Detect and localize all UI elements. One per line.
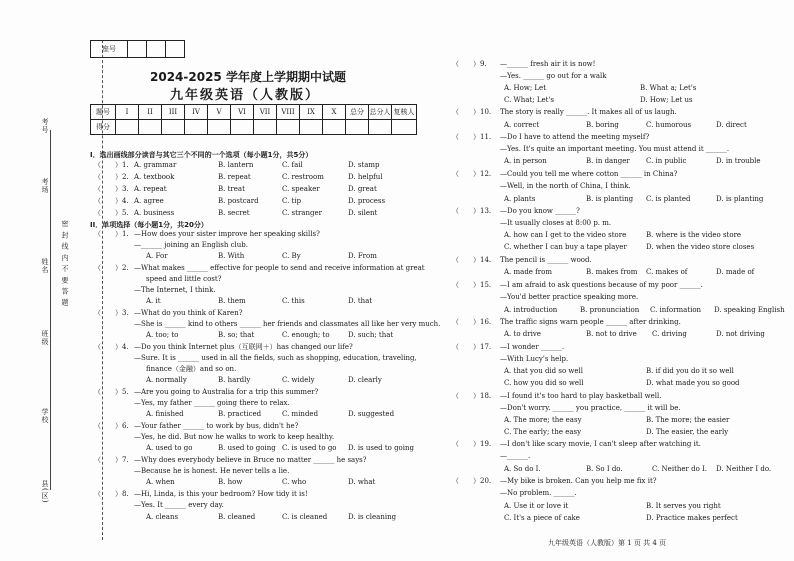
- q8-d: D. is cleaning: [348, 513, 397, 521]
- score-cell[interactable]: [231, 120, 254, 135]
- room-label: 考场: [41, 178, 49, 194]
- q13-d: D. when the video store closes: [646, 243, 755, 251]
- q1-stem: —How does your sister improve her speaking skills?: [134, 230, 320, 238]
- q1-num: （ ）1.: [94, 230, 129, 238]
- q20-c: C. It's a piece of cake: [504, 514, 580, 522]
- q4-stem3: finance（金融）and so on.: [146, 365, 237, 373]
- q7-c: C. who: [282, 478, 307, 486]
- s1-q2-d: D. helpful: [348, 173, 383, 181]
- q20-stem2: —No problem. ______.: [500, 489, 577, 497]
- q13-b: B. where is the video store: [646, 231, 742, 239]
- section1-heading: I．选出画线部分读音与其它三个不同的一个选项（每小题1分，共5分）: [90, 151, 313, 159]
- q4-b: B. hardly: [218, 376, 251, 384]
- q3-b: B. so; that: [218, 331, 255, 339]
- q13-stem2: —It usually closes at 8:00 p. m.: [500, 219, 612, 227]
- q3-d: D. such; that: [348, 331, 394, 339]
- q13-c: C. whether I can buy a tape player: [504, 243, 627, 251]
- s1-q5-num: （ ）5.: [94, 209, 129, 217]
- q15-num: （ ）15.: [452, 281, 492, 289]
- q12-b: B. is planting: [586, 195, 634, 203]
- seat-cell[interactable]: [166, 41, 185, 58]
- score-cell[interactable]: [277, 120, 300, 135]
- q11-c: C. in public: [646, 157, 687, 165]
- q18-stem: —I found it's too hard to play basketball well.: [500, 392, 662, 400]
- q11-d: D. in trouble: [716, 157, 761, 165]
- s1-q1-d: D. stamp: [348, 161, 380, 169]
- q1-c: C. By: [282, 252, 301, 260]
- q14-d: D. made of: [716, 268, 755, 276]
- q19-c: C. Neither do I.: [652, 465, 708, 473]
- s1-q5-a: A. business: [134, 209, 175, 217]
- s1-q1-b: B. lantern: [218, 161, 254, 169]
- q5-b: B. practiced: [218, 410, 262, 418]
- s1-q3-a: A. repeat: [134, 185, 167, 193]
- q6-stem2: —Yes, he did. But now he walks to work to keep healthy.: [134, 433, 335, 441]
- score-table: [90, 104, 417, 135]
- s1-q1-num: （ ）1.: [94, 161, 129, 169]
- q1-d: D. From: [348, 252, 377, 260]
- q15-stem2: —You'd better practice speaking more.: [500, 293, 639, 301]
- q20-stem: —My bike is broken. Can you help me fix it?: [500, 477, 657, 485]
- q18-c: C. The early; the easy: [504, 428, 582, 436]
- q9-num: （ ）9.: [452, 60, 487, 68]
- q2-c: C. this: [282, 297, 305, 305]
- s1-q5-c: C. stranger: [282, 209, 322, 217]
- score-header: 总分人: [369, 105, 392, 120]
- score-header: 总分: [346, 105, 369, 120]
- score-header-row: [91, 105, 417, 120]
- s1-q4-b: B. postcard: [218, 197, 259, 205]
- q8-num: （ ）8.: [94, 490, 129, 498]
- seat-number-box: [90, 40, 185, 58]
- q15-d: D. speaking English: [714, 306, 785, 314]
- q5-stem2: —Yes, my father ______ going there to relax.: [134, 399, 290, 407]
- fill-line: [50, 130, 52, 490]
- q19-num: （ ）19.: [452, 440, 492, 448]
- q16-c: C. driving: [652, 330, 687, 338]
- q4-stem: —Do you think Internet plus（互联网＋）has changed our life?: [134, 343, 353, 351]
- q13-stem: —Do you know ______?: [500, 207, 580, 215]
- q3-num: （ ）3.: [94, 309, 129, 317]
- seat-label: 座号: [91, 41, 128, 58]
- class-label: 班级: [41, 330, 49, 346]
- seat-cell[interactable]: [128, 41, 147, 58]
- q4-num: （ ）4.: [94, 343, 129, 351]
- s1-q3-num: （ ）3.: [94, 185, 129, 193]
- q20-d: D. Practice makes perfect: [646, 514, 738, 522]
- section2-heading: II．单项选择（每小题1分，共20分）: [90, 221, 208, 229]
- q1-b: B. With: [218, 252, 245, 260]
- exam-no-label: 考号: [41, 118, 49, 134]
- s1-q2-b: B. repeat: [218, 173, 251, 181]
- q11-a: A. in person: [504, 157, 547, 165]
- q3-a: A. too; to: [146, 331, 179, 339]
- q15-c: C. information: [650, 306, 702, 314]
- q17-num: （ ）17.: [452, 343, 492, 351]
- q1-stem2: —______ joining an English club.: [134, 241, 248, 249]
- q7-b: B. how: [218, 478, 243, 486]
- district-label: 县(区): [41, 480, 49, 504]
- q15-a: A. introduction: [504, 306, 558, 314]
- q17-a: A. that you did so well: [504, 367, 584, 375]
- q3-stem2: —She is ______ kind to others ______ her friends and classmates all like her very much.: [134, 320, 441, 328]
- q12-stem2: —Well, in the north of China, I think.: [500, 182, 631, 190]
- q7-stem2: —Because he is honest. He never tells a lie.: [134, 467, 290, 475]
- q3-stem: —What do you think of Karen?: [134, 309, 243, 317]
- q18-a: A. The more; the easy: [504, 416, 582, 424]
- score-cell[interactable]: [162, 120, 185, 135]
- q13-a: A. how can I get to the video store: [504, 231, 627, 239]
- q18-num: （ ）18.: [452, 392, 492, 400]
- q14-c: C. makes of: [646, 268, 688, 276]
- score-cell[interactable]: [392, 120, 417, 135]
- q19-stem2: —______.: [500, 452, 531, 460]
- q12-c: C. is planted: [646, 195, 691, 203]
- q17-d: D. what made you so good: [646, 379, 740, 387]
- q17-stem2: —With Lucy's help.: [500, 355, 569, 363]
- score-header: 复核人: [392, 105, 417, 120]
- q20-num: （ ）20.: [452, 477, 492, 485]
- score-header: V: [208, 105, 231, 120]
- score-header: I: [116, 105, 139, 120]
- score-cell[interactable]: [323, 120, 346, 135]
- score-cell[interactable]: [139, 120, 162, 135]
- q5-d: D. suggested: [348, 410, 395, 418]
- score-header: VI: [231, 105, 254, 120]
- exam-subtitle: 九年级英语（人教版）: [170, 88, 321, 103]
- s1-q1-a: A. grammar: [134, 161, 177, 169]
- q7-d: D. what: [348, 478, 376, 486]
- q16-a: A. to drive: [504, 330, 541, 338]
- seat-cell[interactable]: [147, 41, 166, 58]
- s1-q5-b: B. secret: [218, 209, 250, 217]
- s1-q4-a: A. agree: [134, 197, 164, 205]
- q4-c: C. widely: [282, 376, 315, 384]
- q5-a: A. finished: [146, 410, 184, 418]
- q2-num: （ ）2.: [94, 264, 129, 272]
- exam-title: 2024-2025 学年度上学期期中试题: [150, 70, 346, 84]
- q10-stem: The story is really ______. It makes all of us laugh.: [500, 108, 677, 116]
- q4-stem2: —Sure. It is ______ used in all the fields, such as shopping, education, traveling,: [134, 354, 417, 362]
- q15-b: B. pronunciation: [580, 306, 640, 314]
- q5-c: C. minded: [282, 410, 319, 418]
- q17-stem: —I wonder ______.: [500, 343, 565, 351]
- q18-d: D. The easier, the early: [646, 428, 729, 436]
- q4-a: A. normally: [146, 376, 187, 384]
- s1-q2-num: （ ）2.: [94, 173, 129, 181]
- q12-stem: —Could you tell me where cotton ______ in China?: [500, 170, 678, 178]
- score-cell[interactable]: [369, 120, 392, 135]
- q19-a: A. So do I.: [504, 465, 541, 473]
- q16-b: B. not to drive: [586, 330, 637, 338]
- q3-c: C. enough; to: [282, 331, 330, 339]
- q16-d: D. not driving: [716, 330, 765, 338]
- q11-b: B. in danger: [586, 157, 630, 165]
- q6-d: D. is used to going: [348, 444, 414, 452]
- q6-b: B. used to going: [218, 444, 276, 452]
- q20-a: A. Use it or love it: [504, 502, 569, 510]
- q15-stem: —I am afraid to ask questions because of my poor ______.: [500, 281, 703, 289]
- score-cell[interactable]: [116, 120, 139, 135]
- q5-stem: —Are you going to Australia for a trip this summer?: [134, 388, 319, 396]
- s1-q3-d: D. great: [348, 185, 377, 193]
- s1-q4-c: C. tip: [282, 197, 302, 205]
- q19-stem: —I don't like scary movie, I can't sleep after watching it.: [500, 440, 701, 448]
- q18-stem2: —Don't worry. ______ you practice, ______ it will be.: [500, 404, 681, 412]
- q2-a: A. it: [146, 297, 161, 305]
- q19-d: D. Neither I do.: [716, 465, 772, 473]
- q2-b: B. them: [218, 297, 246, 305]
- q9-a: A. How; Let: [504, 84, 547, 92]
- q9-stem: —______ fresh air it is now!: [500, 60, 596, 68]
- q6-a: A. used to go: [146, 444, 193, 452]
- s1-q2-a: A. textbook: [134, 173, 175, 181]
- seal-text: 密 封 线 内 不 要 答 题: [61, 220, 69, 307]
- q7-a: A. when: [146, 478, 175, 486]
- q9-b: B. What a; Let's: [640, 84, 697, 92]
- score-header: X: [323, 105, 346, 120]
- q8-c: C. is cleaned: [282, 513, 328, 521]
- school-label: 学校: [41, 408, 49, 424]
- q8-stem: —Hi, Linda, is this your bedroom? How tidy it is!: [134, 490, 308, 498]
- q7-stem: —Why does everybody believe in Bruce no matter ______ he says?: [134, 456, 367, 464]
- q6-c: C. is used to go: [282, 444, 337, 452]
- s1-q3-c: C. speaker: [282, 185, 320, 193]
- q17-c: C. how you did so well: [504, 379, 584, 387]
- q18-b: B. The more; the easier: [646, 416, 730, 424]
- score-cell[interactable]: [300, 120, 323, 135]
- q14-a: A. made from: [504, 268, 552, 276]
- q11-stem: —Do I have to attend the meeting myself?: [500, 133, 650, 141]
- q12-d: D. is planting: [716, 195, 764, 203]
- q10-b: B. boring: [586, 121, 619, 129]
- q11-stem2: —Yes. It's quite an important meeting. You must attend it ______.: [500, 145, 730, 153]
- q6-num: （ ）6.: [94, 422, 129, 430]
- q17-b: B. if did you do it so well: [646, 367, 734, 375]
- s1-q2-c: C. restroom: [282, 173, 324, 181]
- score-cell[interactable]: [254, 120, 277, 135]
- q7-num: （ ）7.: [94, 456, 129, 464]
- s1-q4-d: D. process: [348, 197, 386, 205]
- q4-d: D. clearly: [348, 376, 382, 384]
- q2-stem: —What makes ______ effective for people to send and receive information at great: [134, 264, 425, 272]
- q14-num: （ ）14.: [452, 256, 492, 264]
- q20-b: B. It serves you right: [646, 502, 721, 510]
- q16-num: （ ）16.: [452, 318, 492, 326]
- score-cell[interactable]: [208, 120, 231, 135]
- q14-b: B. makes from: [586, 268, 638, 276]
- q8-b: B. cleaned: [218, 513, 256, 521]
- q2-stem2: speed and little cost?: [146, 275, 222, 283]
- q13-num: （ ）13.: [452, 207, 492, 215]
- q8-stem2: —Yes. It ______ every day.: [134, 501, 224, 509]
- score-cell[interactable]: [346, 120, 369, 135]
- q9-c: C. What; Let's: [504, 96, 554, 104]
- score-header: II: [139, 105, 162, 120]
- score-cell[interactable]: [185, 120, 208, 135]
- q2-d: D. that: [348, 297, 373, 305]
- score-row: [91, 120, 417, 135]
- s1-q1-c: C. fail: [282, 161, 303, 169]
- score-header: VII: [254, 105, 277, 120]
- q19-b: B. So I do.: [586, 465, 623, 473]
- score-header: 题号: [91, 105, 116, 120]
- score-header: VIII: [277, 105, 300, 120]
- q10-c: C. humorous: [646, 121, 692, 129]
- q10-num: （ ）10.: [452, 108, 492, 116]
- q2-stem3: —The Internet, I think.: [134, 286, 216, 294]
- score-header: IV: [185, 105, 208, 120]
- q9-stem2: —Yes. ______ go out for a walk: [500, 72, 607, 80]
- q12-a: A. plants: [504, 195, 536, 203]
- q16-stem: The traffic signs warn people ______ after drinking.: [500, 318, 681, 326]
- q1-a: A. For: [146, 252, 168, 260]
- q6-stem: —Your father ______ to work by bus, didn't he?: [134, 422, 299, 430]
- score-header: III: [162, 105, 185, 120]
- q9-d: D. How; Let us: [640, 96, 693, 104]
- q8-a: A. cleans: [146, 513, 179, 521]
- q12-num: （ ）12.: [452, 170, 492, 178]
- q10-d: D. direct: [716, 121, 747, 129]
- s1-q3-b: B. treat: [218, 185, 245, 193]
- q14-stem: The pencil is ______ wood.: [500, 256, 592, 264]
- q10-a: A. correct: [504, 121, 540, 129]
- score-row-label: 得分: [91, 120, 116, 135]
- score-header: IX: [300, 105, 323, 120]
- s1-q5-d: D. silent: [348, 209, 378, 217]
- name-label: 姓名: [41, 258, 49, 274]
- q11-num: （ ）11.: [452, 133, 492, 141]
- q5-num: （ ）5.: [94, 388, 129, 396]
- page-footer: 九年级英语（人教版）第 1 页 共 4 页: [548, 539, 667, 547]
- s1-q4-num: （ ）4.: [94, 197, 129, 205]
